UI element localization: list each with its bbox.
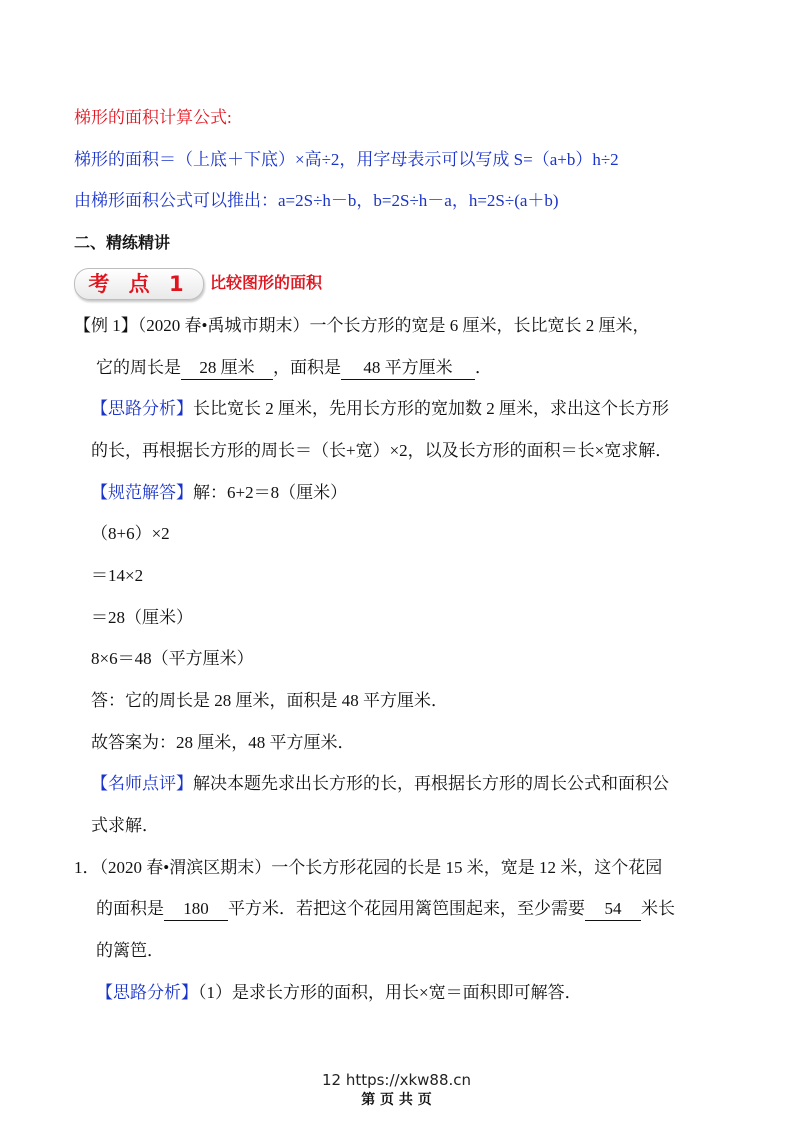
question-1-line-2: [96, 897, 675, 921]
example-text: 它的周长是: [96, 358, 181, 377]
example-line-2: [96, 356, 492, 380]
solution-step: ＝28（厘米）: [91, 608, 193, 627]
example-text: ．: [475, 358, 492, 377]
footer-url: 12 https://xkw88.cn: [321, 1071, 472, 1089]
question-text: 的面积是: [96, 899, 164, 918]
footer-page: 第 页 共 页: [361, 1092, 432, 1108]
analysis-text: （1）是求长方形的面积，用长×宽＝面积即可解答．: [198, 983, 582, 1002]
answer-blank: 28 厘米: [181, 357, 273, 380]
question-1-line-1: 1．（2020 春•渭滨区期末）一个长方形花园的长是 15 米，宽是 12 米，这个花园: [74, 858, 663, 877]
solution-step: （8+6）×2: [91, 524, 170, 543]
example-line-1: 【例 1】（2020 春•禹城市期末）一个长方形的宽是 6 厘米，长比宽长 2 厘米，: [74, 316, 650, 335]
question-1-analysis: [96, 981, 582, 1005]
topic-badge-label: 考 点 1: [88, 272, 190, 296]
comment-text: 解决本题先求出长方形的长，再根据长方形的周长公式和面积公: [193, 774, 669, 793]
solution-tag: 【规范解答】: [91, 483, 193, 502]
example-text: ，面积是: [273, 358, 341, 377]
topic-badge-title: 比较图形的面积: [210, 273, 323, 292]
formula-derive: 由梯形面积公式可以推出：a=2S÷h－b，b=2S÷h－a，h=2S÷(a＋b): [74, 191, 559, 210]
solution-step: ＝14×2: [91, 566, 144, 585]
section-title: 二、精练精讲: [74, 233, 171, 252]
solution-text: 解：6+2＝8（厘米）: [193, 483, 348, 502]
solution-step: 8×6＝48（平方厘米）: [91, 649, 254, 668]
comment-tag: 【名师点评】: [91, 774, 193, 793]
solution-line-1: [91, 481, 347, 505]
question-1-line-3: 的篱笆．: [96, 941, 164, 960]
analysis-line-1: [91, 397, 669, 421]
answer-blank: 54: [585, 898, 641, 921]
analysis-tag: 【思路分析】: [96, 983, 198, 1002]
question-text: 米长: [641, 899, 675, 918]
topic-badge: [74, 268, 204, 300]
answer-blank: 48 平方厘米: [341, 357, 475, 380]
comment-line-1: [91, 772, 669, 796]
analysis-text: 长比宽长 2 厘米，先用长方形的宽加数 2 厘米，求出这个长方形: [193, 399, 669, 418]
question-text: 平方米．若把这个花园用篱笆围起来，至少需要: [228, 899, 585, 918]
comment-line-2: 式求解．: [91, 816, 159, 835]
formula-area: 梯形的面积＝（上底＋下底）×高÷2，用字母表示可以写成 S=（a+b）h÷2: [74, 150, 619, 169]
analysis-tag: 【思路分析】: [91, 399, 193, 418]
formula-heading: 梯形的面积计算公式:: [74, 108, 232, 127]
answer-blank: 180: [164, 898, 228, 921]
solution-step: 答：它的周长是 28 厘米，面积是 48 平方厘米．: [91, 691, 448, 710]
analysis-line-2: 的长，再根据长方形的周长＝（长+宽）×2，以及长方形的面积＝长×宽求解．: [91, 441, 673, 460]
solution-step: 故答案为：28 厘米，48 平方厘米．: [91, 733, 355, 752]
